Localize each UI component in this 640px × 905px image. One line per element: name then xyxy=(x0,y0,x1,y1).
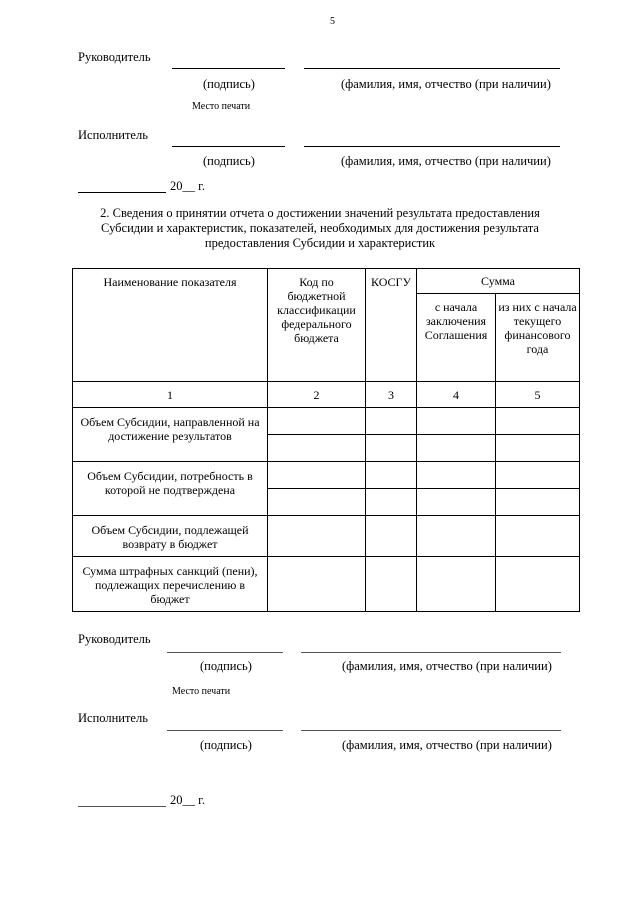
table-cell[interactable] xyxy=(417,408,496,435)
column-number: 3 xyxy=(366,382,417,408)
executor-signature-caption-2: (подпись) xyxy=(200,738,252,752)
header-sum: Сумма xyxy=(417,269,580,294)
head-label: Руководитель xyxy=(78,50,151,64)
table-cell[interactable] xyxy=(496,489,580,516)
column-number: 4 xyxy=(417,382,496,408)
header-indicator: Наименование показателя xyxy=(73,269,268,382)
table-row xyxy=(73,516,580,557)
table-cell[interactable] xyxy=(496,516,580,557)
head-signature-caption: (подпись) xyxy=(203,77,255,91)
column-number: 2 xyxy=(268,382,366,408)
head-name-line[interactable] xyxy=(304,68,560,69)
row-label-penalties: Сумма штрафных санкций (пени), подлежащих перечислению в бюджет xyxy=(73,557,268,612)
table-cell[interactable] xyxy=(366,489,417,516)
column-number: 1 xyxy=(73,382,268,408)
table-cell[interactable] xyxy=(268,435,366,462)
row-label-refund: Объем Субсидии, подлежащей возврату в бюджет xyxy=(73,516,268,557)
executor-signature-line-2[interactable] xyxy=(167,730,283,731)
header-budget-code: Код по бюджетной классификации федерального бюджета xyxy=(268,269,366,382)
executor-label: Исполнитель xyxy=(78,128,148,142)
date-text-2: 20__ г. xyxy=(170,793,205,807)
head-name-caption-2: (фамилия, имя, отчество (при наличии) xyxy=(342,659,552,673)
date-line[interactable] xyxy=(78,192,166,193)
table-row xyxy=(73,408,580,435)
head-signature-line[interactable] xyxy=(172,68,285,69)
table-row xyxy=(73,557,580,612)
head-signature-line-2[interactable] xyxy=(167,652,283,653)
table-cell[interactable] xyxy=(496,408,580,435)
head-name-caption: (фамилия, имя, отчество (при наличии) xyxy=(341,77,551,91)
header-since-start: с начала заключения Соглашения xyxy=(417,294,496,382)
executor-signature-line[interactable] xyxy=(172,146,285,147)
stamp-label: Место печати xyxy=(192,101,251,112)
row-label-directed: Объем Субсидии, направленной на достижение результатов xyxy=(73,408,268,462)
table-cell[interactable] xyxy=(417,435,496,462)
date-text: 20__ г. xyxy=(170,179,205,193)
executor-signature-caption: (подпись) xyxy=(203,154,255,168)
table-cell[interactable] xyxy=(366,557,417,612)
header-kosgu: КОСГУ xyxy=(366,269,417,382)
column-number: 5 xyxy=(496,382,580,408)
table-cell[interactable] xyxy=(366,408,417,435)
table-cell[interactable] xyxy=(268,516,366,557)
executor-name-line[interactable] xyxy=(304,146,560,147)
table-cell[interactable] xyxy=(496,435,580,462)
table-cell[interactable] xyxy=(366,462,417,489)
table-cell[interactable] xyxy=(417,462,496,489)
executor-name-caption: (фамилия, имя, отчество (при наличии) xyxy=(341,154,551,168)
table-cell[interactable] xyxy=(268,462,366,489)
table-cell[interactable] xyxy=(496,557,580,612)
table-cell[interactable] xyxy=(417,516,496,557)
table-cell[interactable] xyxy=(417,557,496,612)
table-cell[interactable] xyxy=(268,408,366,435)
executor-name-line-2[interactable] xyxy=(301,730,561,731)
report-table xyxy=(72,268,580,612)
page-number: 5 xyxy=(330,16,335,27)
table-cell[interactable] xyxy=(366,435,417,462)
table-cell[interactable] xyxy=(268,489,366,516)
header-current-year: из них с начала текущего финансового года xyxy=(496,294,580,382)
date-line-2[interactable] xyxy=(78,806,166,807)
stamp-label-2: Место печати xyxy=(172,686,231,697)
executor-name-caption-2: (фамилия, имя, отчество (при наличии) xyxy=(342,738,552,752)
table-cell[interactable] xyxy=(268,557,366,612)
table-cell[interactable] xyxy=(366,516,417,557)
table-row xyxy=(73,462,580,489)
row-label-unconfirmed: Объем Субсидии, потребность в которой не подтверждена xyxy=(73,462,268,516)
head-signature-caption-2: (подпись) xyxy=(200,659,252,673)
head-name-line-2[interactable] xyxy=(301,652,561,653)
table-cell[interactable] xyxy=(417,489,496,516)
section-heading: 2. Сведения о принятии отчета о достижении значений результата предоставления Субсидии и характеристик, показателей, необходимых для достижения результата предоставления Субсидии и характеристик xyxy=(100,206,540,250)
head-label-2: Руководитель xyxy=(78,632,151,646)
executor-label-2: Исполнитель xyxy=(78,711,148,725)
table-cell[interactable] xyxy=(496,462,580,489)
